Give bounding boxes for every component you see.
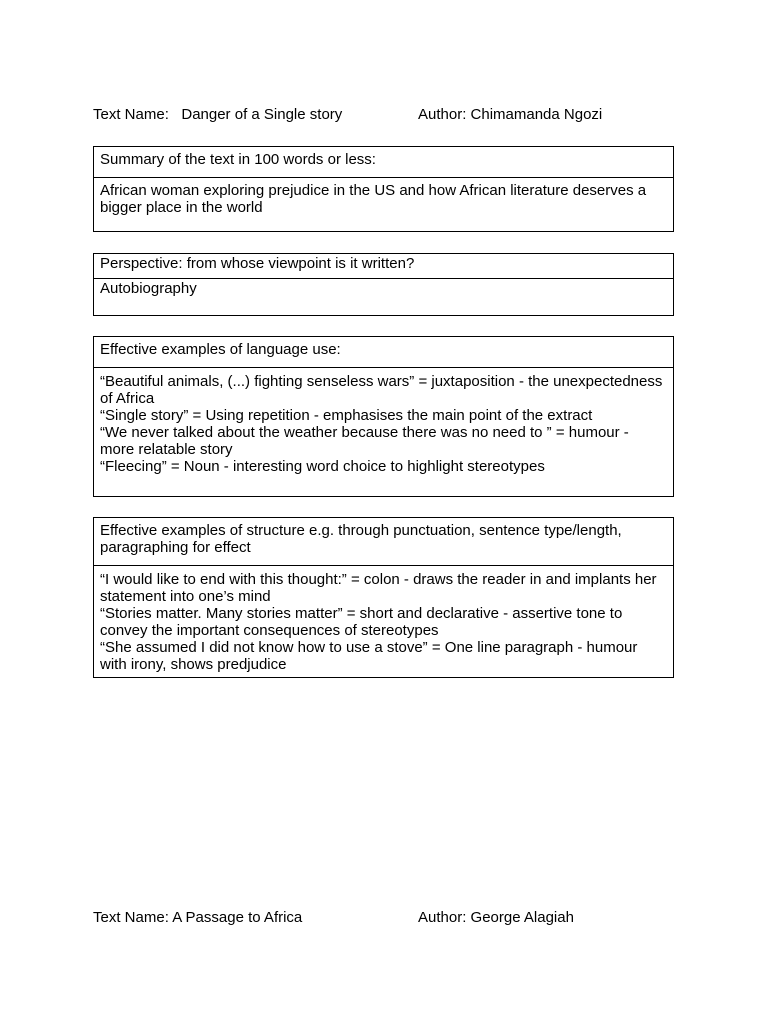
structure-box bbox=[93, 517, 674, 678]
perspective-content bbox=[94, 279, 673, 297]
text-header-1 bbox=[93, 105, 693, 125]
structure-line: “She assumed I did not know how to use a stove” = One line paragraph - humour with irony, shows predjudice bbox=[100, 639, 638, 673]
language-content bbox=[94, 368, 673, 475]
summary-content bbox=[94, 178, 673, 216]
structure-line: “Stories matter. Many stories matter” = short and declarative - assertive tone to convey the important consequences of stereotypes bbox=[100, 605, 623, 639]
summary-heading: Summary of the text in 100 words or less: bbox=[94, 147, 673, 178]
structure-line: “I would like to end with this thought:” = colon - draws the reader in and implants her statement into one’s mind bbox=[100, 571, 657, 605]
text-header-2 bbox=[93, 908, 693, 928]
perspective-box bbox=[93, 253, 674, 316]
summary-text: African woman exploring prejudice in the US and how African literature deserves a bigger place in the world bbox=[100, 182, 647, 216]
perspective-text: Autobiography bbox=[100, 280, 197, 297]
structure-content bbox=[94, 566, 673, 673]
summary-box bbox=[93, 146, 674, 232]
language-heading: Effective examples of language use: bbox=[94, 337, 673, 368]
text-name-2: Text Name: A Passage to Africa bbox=[93, 909, 303, 926]
perspective-heading: Perspective: from whose viewpoint is it written? bbox=[94, 254, 673, 279]
language-line: “Single story” = Using repetition - emphasises the main point of the extract bbox=[100, 407, 593, 424]
language-line: “Fleecing” = Noun - interesting word choice to highlight stereotypes bbox=[100, 458, 545, 475]
language-line: “We never talked about the weather because there was no need to ” = humour - more relatable story bbox=[100, 424, 629, 458]
text-name-1: Text Name: Danger of a Single story bbox=[93, 106, 343, 123]
structure-heading: Effective examples of structure e.g. through punctuation, sentence type/length, paragraphing for effect bbox=[94, 518, 673, 566]
language-box bbox=[93, 336, 674, 497]
text-author-1: Author: Chimamanda Ngozi bbox=[418, 106, 603, 123]
text-author-2: Author: George Alagiah bbox=[418, 909, 574, 926]
language-line: “Beautiful animals, (...) fighting senseless wars” = juxtaposition - the unexpectedness of Africa bbox=[100, 373, 663, 407]
